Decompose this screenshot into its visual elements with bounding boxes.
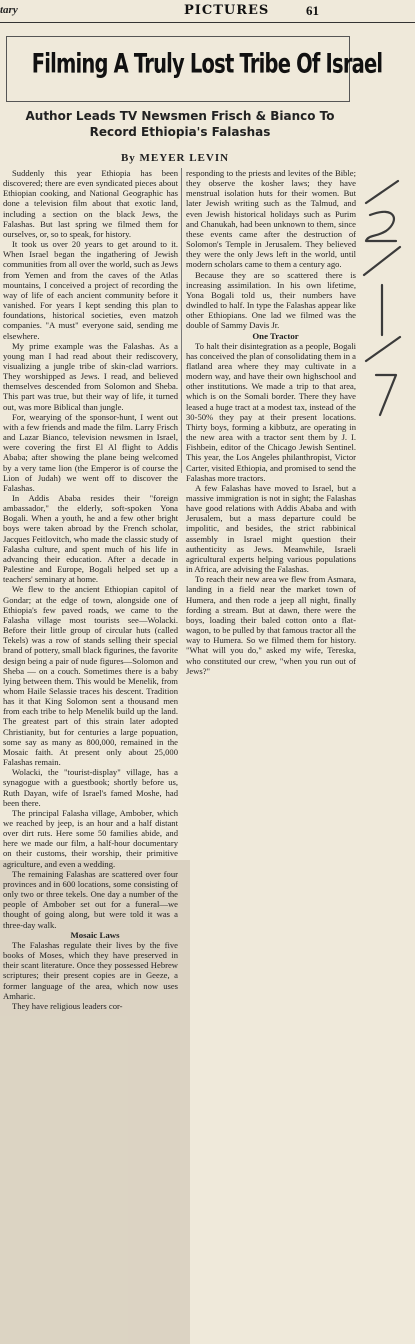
paragraph: The remaining Falashas are scattered over four provinces and in 600 locations, some consisting of only two or three tekels. One day a number of the people of Ambober set out for a funeral—we thought of going along, but were told it was a three-day walk.	[3, 868, 178, 930]
paragraph: My prime example was the Falashas. As a young man I had read about their rediscovery, visualizing a jungle tribe of skin-clad warriors. They worshipped as Jews. I read, and believed themselves descended from Solomon and Sheba. This part was true, but their way of life, it turned out, was more Biblical than jungle.	[3, 340, 178, 412]
paragraph: The Falashas regulate their lives by the five books of Moses, which they have preserved in their scant literature. Once they possessed Hebrew scriptures; their present copies are in Geeze, a former language of the area, which now uses Amharic.	[3, 939, 178, 1001]
subheadline-line-1: Author Leads TV Newsmen Frisch & Bianco To	[25, 109, 335, 123]
subheadline-line-2: Record Ethiopia's Falashas	[89, 125, 271, 139]
byline: By MEYER LEVIN	[120, 152, 230, 164]
page-number: 61	[306, 3, 319, 18]
paragraph: The principal Falasha village, Ambober, which we reached by jeep, is an hour and a half distant over dirt ruts. Here some 50 families abide, and here we made our film, a half-hour documentary on their customs, their worship, their primitive agriculture, and even a wedding.	[3, 807, 178, 869]
paragraph: It took us over 20 years to get around to it. When Israel began the ingathering of Jewish communities from all over the world, such as Jews from Yemen and from the caves of the Atlas mountains, I conceived a project of recording the way of life of each ancient community before it vanished. For years I kept sending this plan to foundations, historical societies, even matzoh companies. "A must" everyone said, sending me elsewhere.	[3, 239, 178, 341]
paragraph: We flew to the ancient Ethiopian capitol of Gondar; at the edge of town, alongside one of Ethiopia's few paved roads, we came to the Falasha village most tourists see—Wolacki. Before their little group of circular huts (called Tekels) was a row of stands selling their special brand of pottery, small black figurines, the favorite design being a pair of nude figures—Solomon and Sheba — on a couch. Sometimes there is a baby lying between them. This would be Menelik, from whom Haile Selassie traces his descent. Tradition has it that King Solomon sent a thousand men from each tribe to help Menelik build up the land. The greatest part of this strain later adopted Christianity, but for centuries a large popuation, some say as many as 800,000, remained in the Mosaic faith. At present only about 25,000 Falashas remain.	[3, 584, 178, 768]
section-subhead: Mosaic Laws	[70, 929, 120, 940]
handwritten-date-annotation	[356, 175, 406, 423]
column-rule	[181, 168, 182, 473]
paragraph: To reach their new area we flew from Asmara, landing in a field near the market town of Humera, and then rode a jeep all night, finally fording a stream. But at dawn, there were the boys, loading their baled cotton onto a flat-wagon, to be pulled by that famous tractor all the way to Humera. So we filmed them for history. "What will you do," asked my wife, Tereska, who constituted our crew, "when you run out of Jews?"	[186, 574, 356, 676]
paragraph: In Addis Ababa resides their "foreign ambassador," the elderly, soft-spoken Yona Bogali. When a youth, he and a few other bright boys were taken abroad by the French scholar, Jacques Feitlovitch, who made the classic study of Falasha culture, and spent much of his life in advancing their education. After a decade in Palestine and Europe, Bogali helped set up a teachers' seminary at home.	[3, 493, 178, 585]
paragraph: They have religious leaders cor-	[12, 1000, 123, 1011]
section-title: PICTURES	[184, 3, 270, 18]
paragraph: Because they are so scattered there is increasing assimilation. In his own lifetime, Yona Bogali told us, their numbers have dwindled to half. In type the Falashas appear like other Ethiopians. One lad we filmed was the double of Sammy Davis Jr.	[186, 269, 356, 331]
paragraph: A few Falashas have moved to Israel, but a massive immigration is not in sight; the Falashas have good relations with Addis Ababa and with Jerusalem, but a mass departure could be impolitic, and besides, the strict rabbinical assembly in Israel might question their authenticity as Jews. Meanwhile, Israeli agricultural experts helping various populations in Africa, are advising the Falashas.	[186, 482, 356, 575]
paragraph: Wolacki, the "tourist-display" village, has a synagogue with a guestbook; shortly before us, Ruth Dayan, wife of Israel's famed Moshe, had been there.	[3, 767, 178, 808]
article-column-2	[186, 168, 356, 676]
paragraph: responding to the priests and levites of the Bible; they observe the kosher laws; they have menstrual isolation huts for their women. But later Jewish writing such as the Talmud, and even Jewish historical holidays such as Purim and Chanukah, had been unknown to them, since these events came after the destruction of Solomon's Temple in Jerusalem. They believed they were the only Jews left in the world, until modern scholars came to them a century ago.	[186, 168, 356, 270]
paragraph: Suddenly this year Ethiopia has been discovered; there are even syndicated pieces about Ethiopian cooking, and National Geographic has done a television film about that exotic land, including a section on the black Jews, the Falashas. But last spring we filmed them for ourselves, or, so to speak, for history.	[3, 168, 178, 239]
paragraph: For, wearying of the sponsor-hunt, I went out with a few friends and made the film. Larry Frisch and Lazar Bianco, television newsmen in Israel, were covering the first El Al flight to Addis Ababa; after showing the plane being welcomed by a very tame lion (the Emperor is of course the Lion of Judah) we went off to discover the Falashas.	[3, 411, 178, 493]
paragraph: To halt their disintegration as a people, Bogali has conceived the plan of consolidating them in a flatland area where they may cultivate in a modern way, and have their own highschool and other institutions. We made a trip to that area, which is on the Somali border. There they have leased a huge tract at a modest tax, instead of the 30-50% they pay at their present locations. Thirty boys, forming a kibbutz, are operating in the new area with a tractor sent them by J. I. Fishbein, editor of the Chicago Jewish Sentinel. This year, the Los Angeles philanthropist, Victor Carter, visited Ethiopia, and promised to send the Falashas more tractors.	[186, 340, 356, 483]
header-fragment: tary	[0, 4, 18, 16]
section-subhead: One Tractor	[252, 330, 299, 341]
subheadline	[20, 108, 340, 140]
page-header	[0, 0, 415, 23]
article-column-1	[3, 168, 178, 1011]
headline: Filming A Truly Lost Tribe Of Israel	[31, 48, 383, 80]
